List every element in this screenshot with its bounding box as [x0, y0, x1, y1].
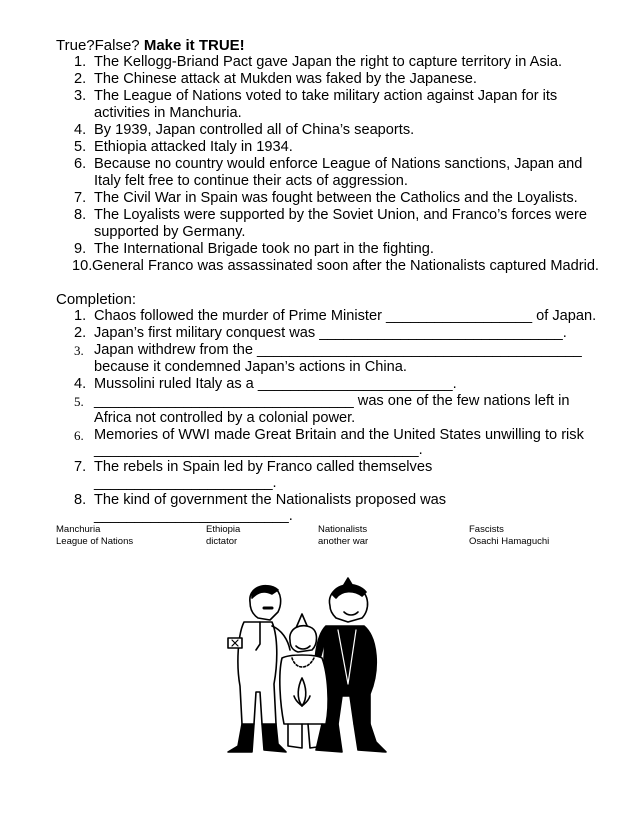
item-text: General Franco was assassinated soon after the Nationalists captured Madrid.: [92, 258, 599, 274]
item-text: The kind of government the Nationalists proposed was: [94, 492, 447, 508]
completion-heading: Completion:: [56, 291, 137, 308]
section-title-true-false: [56, 37, 245, 55]
item-text: Africa not controlled by a colonial power.: [94, 410, 356, 426]
item-number: 7.: [74, 190, 87, 206]
item-text: The Chinese attack at Mukden was faked by the Japanese.: [94, 71, 477, 87]
item-number: 10.: [72, 258, 93, 274]
item-text: activities in Manchuria.: [94, 105, 242, 121]
item-number: 4.: [74, 122, 87, 138]
item-text: The rebels in Spain led by Franco called themselves: [94, 459, 433, 475]
political-cartoon-illustration: [198, 574, 426, 760]
item-text: The League of Nations voted to take military action against Japan for its: [94, 88, 558, 104]
item-number: 8.: [74, 492, 87, 508]
word-bank-column-3: [318, 524, 368, 548]
word-bank-term: Ethiopia: [206, 524, 241, 535]
title-emphasis: Make it TRUE!: [143, 37, 245, 54]
item-text: The Kellogg-Briand Pact gave Japan the right to capture territory in Asia.: [94, 54, 563, 70]
item-text: Because no country would enforce League of Nations sanctions, Japan and: [94, 156, 583, 172]
item-number: 5.: [74, 394, 84, 409]
word-bank-column-4: [469, 524, 549, 548]
word-bank-term: Fascists: [469, 524, 504, 535]
item-text: Japan withdrew from the ________________________________________: [94, 342, 582, 358]
word-bank-term: Manchuria: [56, 524, 101, 535]
word-bank-column-1: [56, 524, 133, 548]
item-number: 9.: [74, 241, 87, 257]
word-bank-term: another war: [318, 536, 369, 547]
item-number: 6.: [74, 428, 84, 443]
title-prefix: True?False?: [56, 37, 140, 54]
item-text: because it condemned Japan’s actions in China.: [94, 359, 407, 375]
item-number: 4.: [74, 376, 87, 392]
item-text: ______________________.: [94, 475, 277, 491]
item-text: By 1939, Japan controlled all of China’s seaports.: [94, 122, 415, 138]
item-number: 8.: [74, 207, 87, 223]
item-text: ________________________.: [94, 508, 293, 524]
item-number: 3.: [74, 343, 84, 358]
item-number: 2.: [74, 325, 87, 341]
item-text: Italy felt free to continue their acts of aggression.: [94, 173, 408, 189]
word-bank-column-2: [206, 524, 240, 548]
item-text: The International Brigade took no part in the fighting.: [94, 241, 434, 257]
item-text: The Civil War in Spain was fought between the Catholics and the Loyalists.: [94, 190, 578, 206]
item-number: 2.: [74, 71, 87, 87]
item-number: 6.: [74, 156, 87, 172]
item-number: 1.: [74, 308, 87, 324]
item-text: ________________________________ was one of the few nations left in: [94, 393, 570, 409]
item-number: 7.: [74, 459, 87, 475]
item-number: 1.: [74, 54, 87, 70]
word-bank-term: Nationalists: [318, 524, 368, 535]
word-bank-term: Osachi Hamaguchi: [469, 536, 550, 547]
word-bank-term: dictator: [206, 536, 238, 547]
item-text: Ethiopia attacked Italy in 1934.: [94, 139, 293, 155]
item-text: ________________________________________.: [94, 442, 423, 458]
item-text: The Loyalists were supported by the Soviet Union, and Franco’s forces were: [94, 207, 587, 223]
item-number: 5.: [74, 139, 87, 155]
item-text: supported by Germany.: [94, 224, 246, 240]
item-text: Chaos followed the murder of Prime Minister __________________ of Japan.: [94, 308, 597, 324]
word-bank-term: League of Nations: [56, 536, 134, 547]
item-text: Mussolini ruled Italy as a ________________________.: [94, 376, 457, 392]
item-number: 3.: [74, 88, 87, 104]
item-text: Memories of WWI made Great Britain and the United States unwilling to risk: [94, 427, 584, 443]
item-text: Japan’s first military conquest was ______________________________.: [94, 325, 567, 341]
